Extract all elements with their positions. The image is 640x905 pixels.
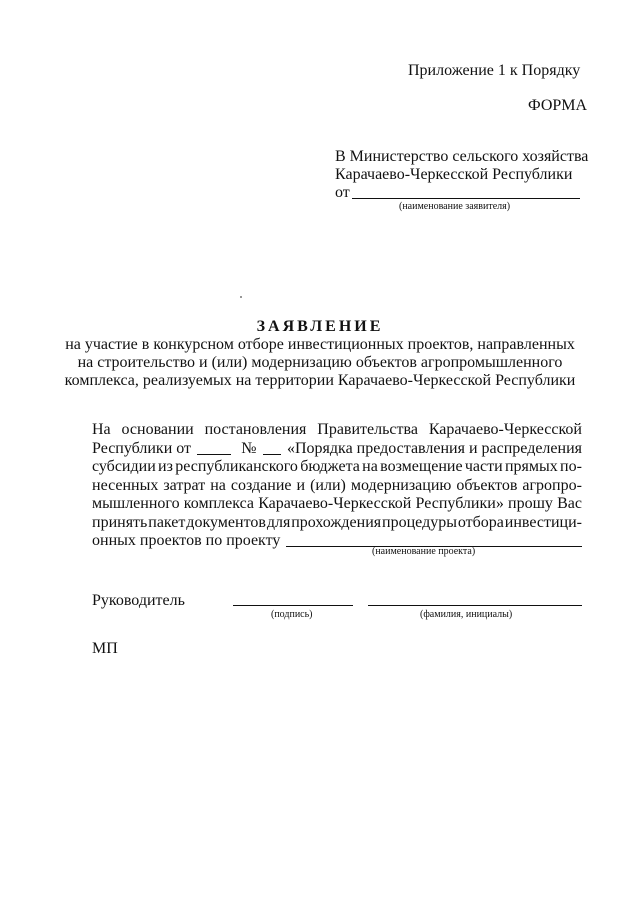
addressee-line-1: В Министерство сельского хозяйства (335, 148, 589, 165)
name-initials-field[interactable] (368, 605, 582, 606)
scan-speck (240, 296, 242, 298)
word: отбора (457, 513, 504, 531)
word: части (464, 458, 503, 475)
word: принять (92, 513, 148, 531)
word: мышленного (92, 495, 180, 512)
title-subline-2: на строительство и (или) модернизацию объектов агропромышленного (77, 354, 563, 371)
word: (или) (310, 476, 346, 494)
word: возмещение (380, 458, 463, 475)
project-name-field[interactable] (286, 532, 582, 547)
body-line-1 (92, 421, 582, 440)
decree-date-field[interactable] (197, 440, 231, 455)
word: по- (560, 458, 582, 475)
signature-caption: (подпись) (271, 609, 313, 620)
word: онных проектов по проекту (92, 532, 281, 549)
word: затрат (163, 476, 206, 494)
word: Карачаево-Черкесской (428, 421, 582, 438)
word: постановления (204, 421, 307, 438)
word: прямых (504, 458, 558, 475)
word: для (266, 513, 291, 531)
word: Правительства (317, 421, 418, 438)
word: прошу (508, 495, 553, 512)
applicant-caption: (наименование заявителя) (399, 201, 511, 212)
body-line-4 (92, 477, 582, 496)
word: создание (230, 476, 292, 494)
word: субсидии (92, 458, 156, 475)
word: Республики от (92, 439, 192, 457)
word: на (210, 476, 226, 494)
from-label: от (335, 184, 350, 201)
word: комплекса (183, 495, 254, 512)
stamp-label: МП (92, 640, 118, 657)
word: агропро- (522, 476, 582, 494)
applicant-name-field[interactable] (352, 198, 580, 199)
title-subline-1: на участие в конкурсном отборе инвестиционных проектов, направленных (65, 336, 575, 353)
word: «Порядка предоставления и распределения (286, 439, 582, 457)
document-title: ЗАЯВЛЕНИЕ (256, 318, 384, 335)
word: республиканского (175, 458, 298, 475)
word: объектов (456, 476, 518, 494)
project-caption: (наименование проекта) (372, 546, 476, 557)
word: несенных (92, 476, 159, 494)
word: основании (121, 421, 194, 438)
word: Вас (557, 495, 582, 512)
word: прохождения (291, 513, 382, 531)
word: документов (186, 513, 266, 531)
word: и (296, 476, 306, 494)
word: На (92, 421, 111, 438)
title-subline-3: комплекса, реализуемых на территории Карачаево-Черкесской Республики (64, 372, 576, 389)
word: Карачаево-Черкесской (258, 495, 412, 512)
body-paragraph (92, 421, 582, 551)
word: процедуры (382, 513, 457, 531)
decree-number-field[interactable] (263, 440, 281, 455)
word: на (362, 458, 378, 475)
word: бюджета (300, 458, 360, 475)
word: из (158, 458, 173, 475)
word: пакет (148, 513, 186, 531)
appendix-label: Приложение 1 к Порядку (408, 62, 581, 79)
form-label: ФОРМА (528, 97, 588, 114)
signature-field[interactable] (233, 605, 353, 606)
word: инвестици- (504, 513, 582, 531)
body-line-7 (92, 532, 582, 551)
word: модернизацию (350, 476, 452, 494)
head-label: Руководитель (92, 592, 185, 609)
word: Республики» (415, 495, 504, 512)
number-sign: № (241, 439, 257, 457)
body-line-6 (92, 514, 582, 533)
body-line-5 (92, 495, 582, 514)
addressee-line-2: Карачаево-Черкесской Республики (335, 166, 573, 183)
name-caption: (фамилия, инициалы) (420, 609, 513, 620)
body-line-2 (92, 440, 582, 459)
body-line-3 (92, 458, 582, 477)
